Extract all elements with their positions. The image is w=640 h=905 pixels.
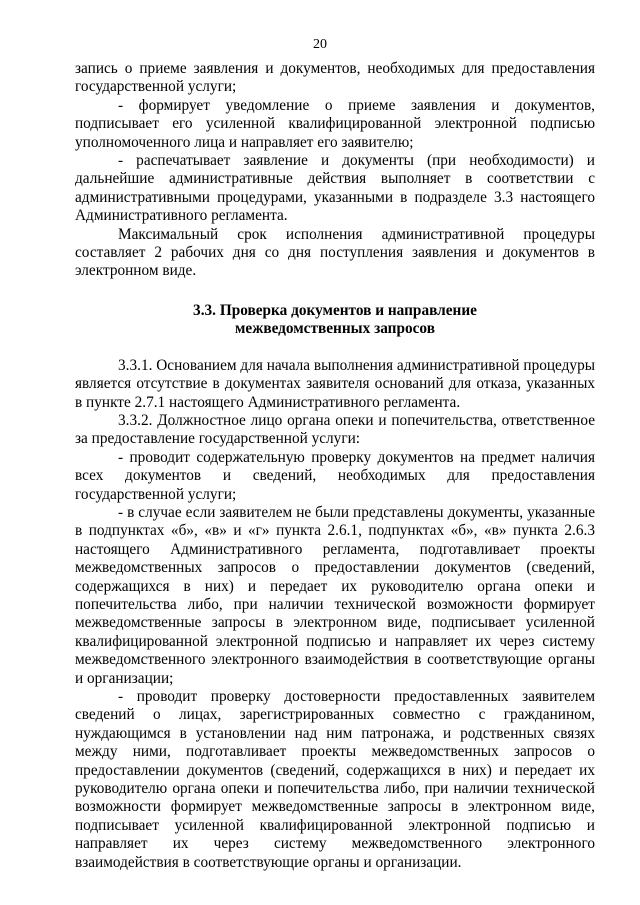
paragraph-print-documents: - распечатывает заявление и документы (при необходимости) и дальнейшие административные действия выполняет в соответствии с административными процедурами, указанными в подразделе 3.3 настоящего Административного регламента. (75, 152, 595, 225)
paragraph-content-check: - проводит содержательную проверку документов на предмет наличия всех документов и сведений, необходимых для предоставления государственной услуги; (75, 448, 595, 503)
spacer (75, 339, 595, 357)
spacer (75, 281, 595, 302)
paragraph-continuation: запись о приеме заявления и документов, необходимых для предоставления государственной услуги; (75, 60, 595, 96)
section-heading-line-2: межведомственных запросов (235, 320, 435, 338)
page-number: 20 (313, 37, 327, 52)
paragraph-reliability-check: - проводит проверку достоверности предоставленных заявителем сведений о лицах, зарегистрированных совместно с гражданином, нуждающимся в установлении над ним патронажа, и родственных связях между ними, подготавливает проекты межведомственных запросов о предоставлении документов (сведений, содержащихся в них) и передает их руководителю органа опеки и попечительства либо, при наличии технической возможности формирует межведомственные запросы в электронном виде, подписывает усиленной квалифицированной электронной подписью и направляет их через систему межведомственного электронного взаимодействия в соответствующие органы и организации. (75, 688, 595, 871)
document-body (75, 60, 595, 872)
paragraph-interagency-requests: - в случае если заявителем не были представлены документы, указанные в подпунктах «б», «в» и «г» пункта 2.6.1, подпунктах «б», «в» пункта 2.6.3 настоящего Административного регламента, подготавливает проекты межведомственных запросов о предоставлении документов (сведений, содержащихся в них) и передает их руководителю органа опеки и попечительства либо, при наличии технической возможности формирует межведомственные запросы в электронном виде, подписывает усиленной квалифицированной электронной подписью и направляет их через систему межведомственного электронного взаимодействия в соответствующие органы и организации; (75, 503, 595, 687)
paragraph-3-3-2: 3.3.2. Должностное лицо органа опеки и попечительства, ответственное за предоставление государственной услуги: (75, 411, 595, 448)
paragraph-3-3-1: 3.3.1. Основанием для начала выполнения административной процедуры является отсутствие в документах заявителя оснований для отказа, указанных в пункте 2.7.1 настоящего Административного регламента. (75, 356, 595, 411)
section-heading-line-1: 3.3. Проверка документов и направление (193, 301, 477, 319)
paragraph-max-term: Максимальный срок исполнения административной процедуры составляет 2 рабочих дня со дня поступления заявления и документов в электронном виде. (75, 225, 595, 280)
paragraph-notification: - формирует уведомление о приеме заявления и документов, подписывает его усиленной квалифицированной электронной подписью уполномоченного лица и направляет его заявителю; (75, 96, 595, 151)
